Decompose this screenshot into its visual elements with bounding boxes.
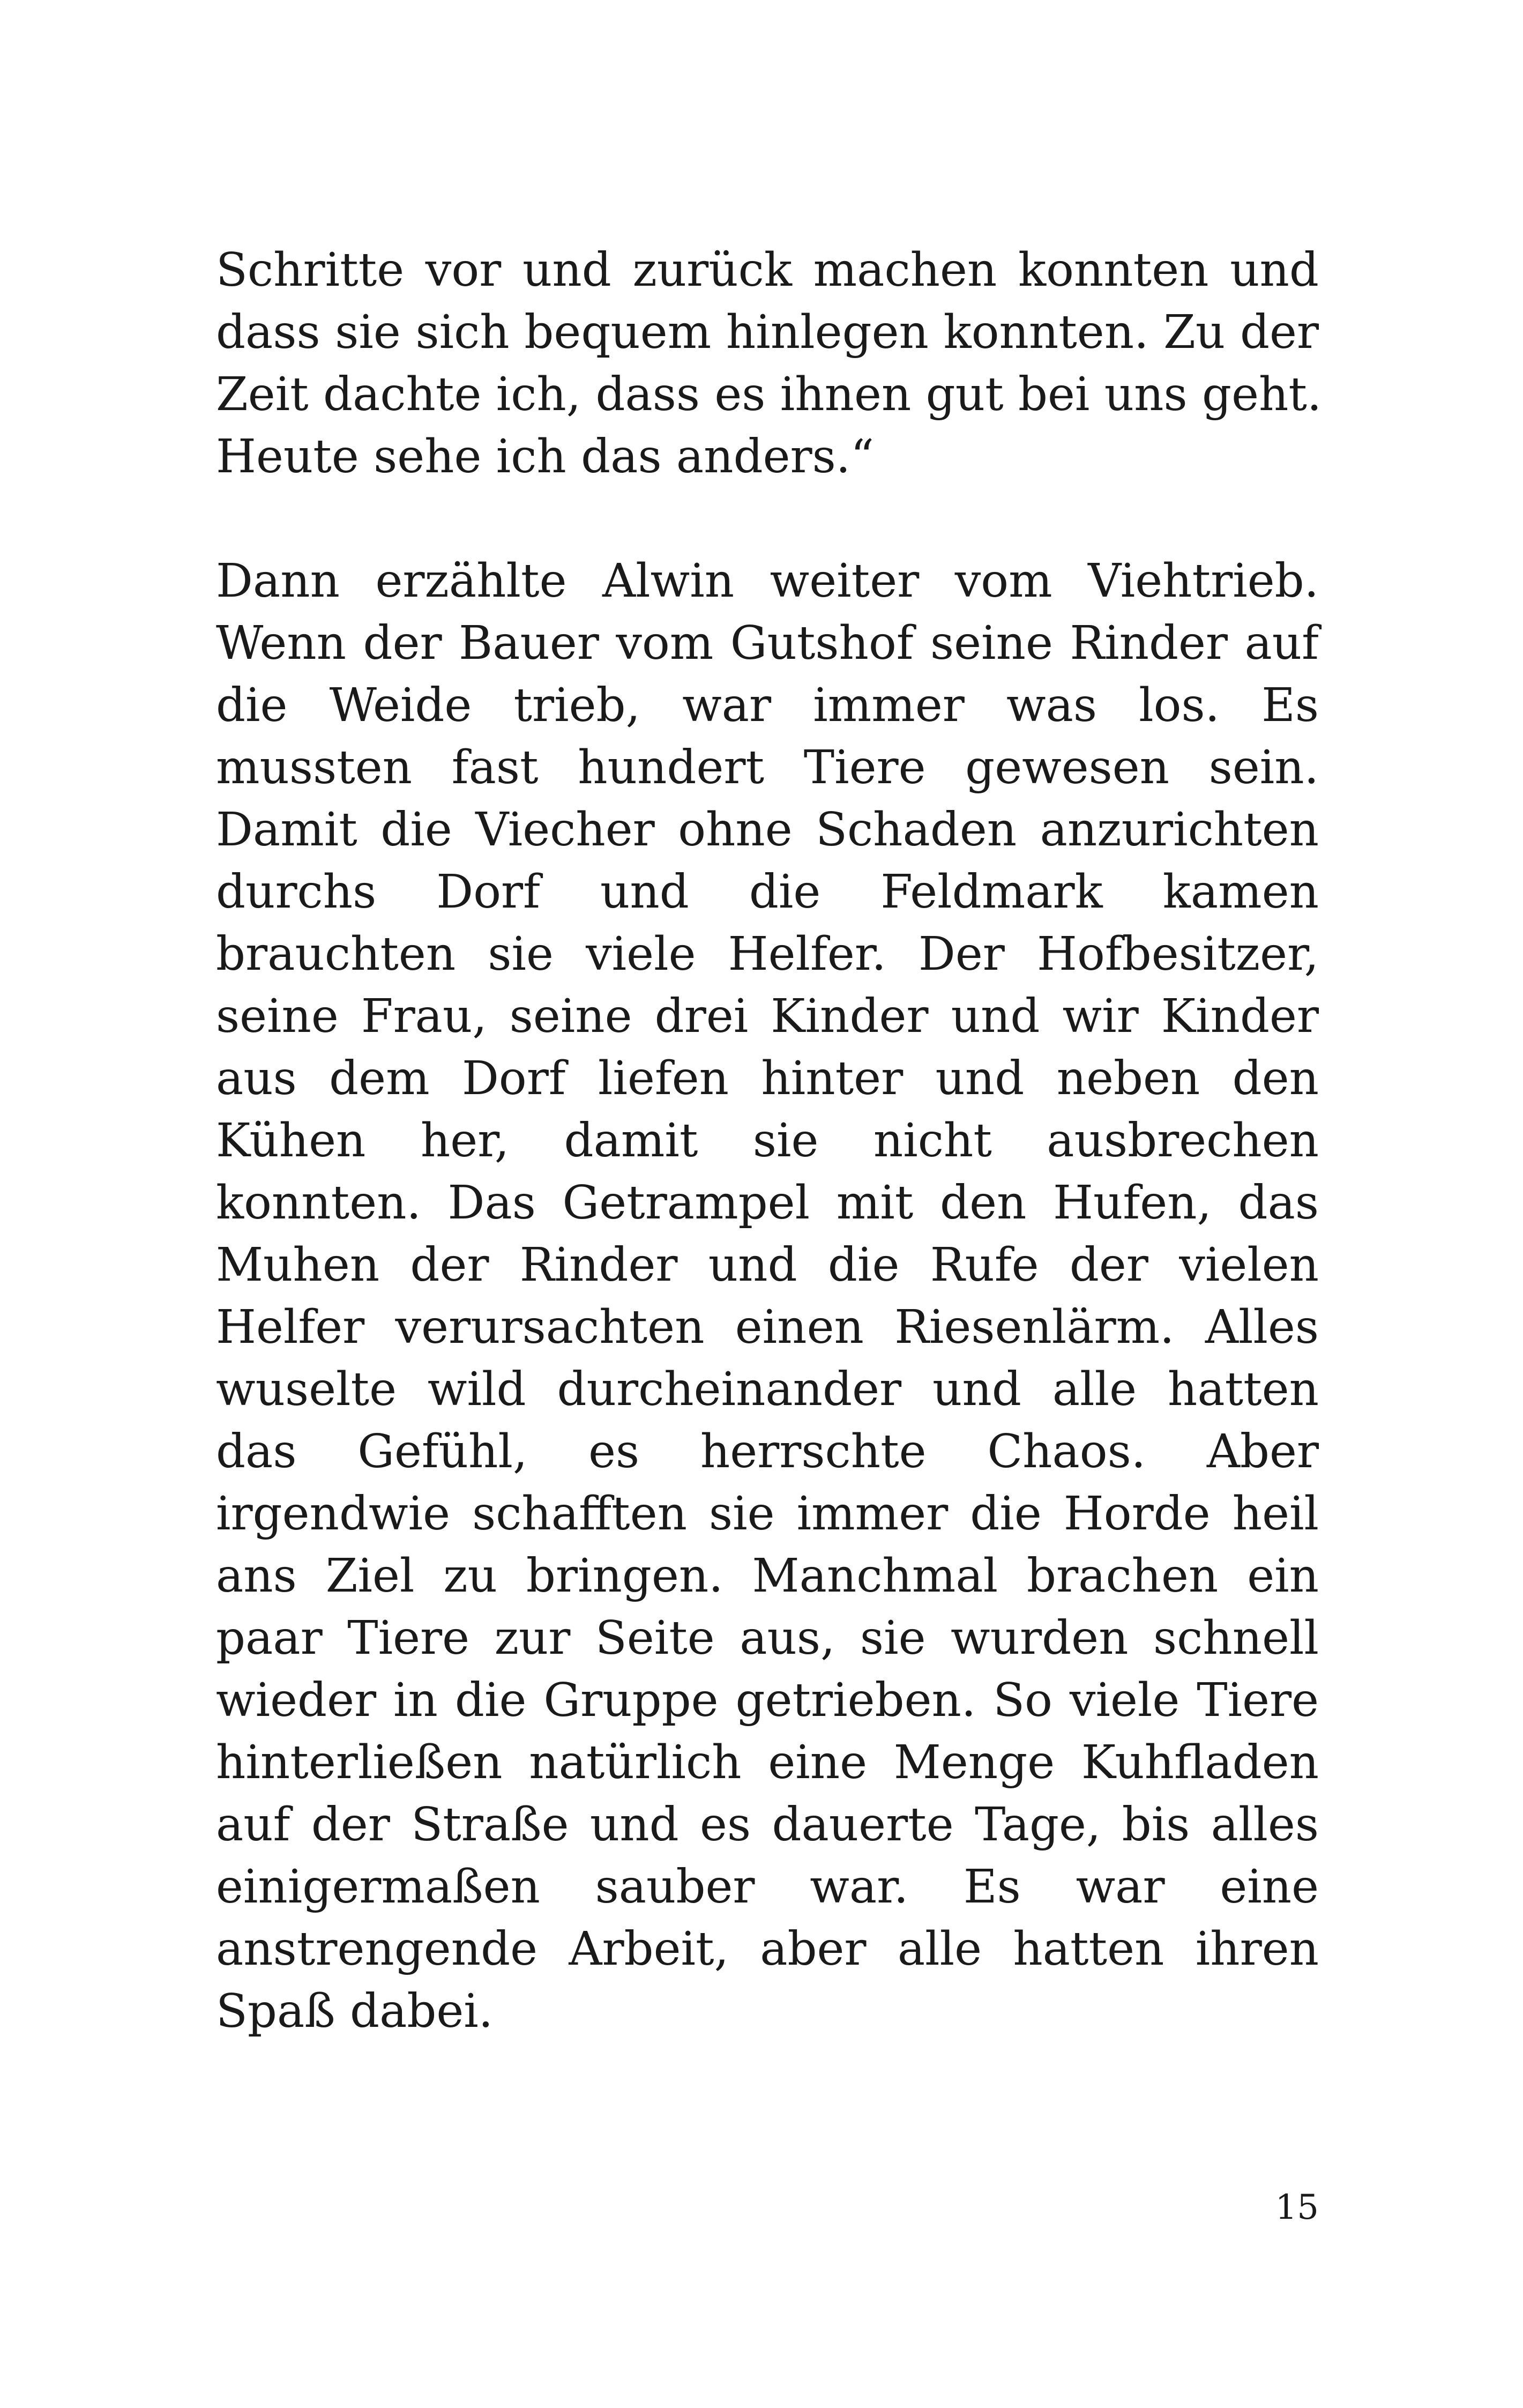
text-line: die Weide trieb, war immer was los. Es — [216, 679, 1319, 732]
text-line: irgendwie schafften sie immer die Horde heil — [216, 1487, 1319, 1541]
text-line: Schritte vor und zurück machen konnten und — [216, 243, 1319, 297]
text-line: das Gefühl, es herrschte Chaos. Aber — [216, 1425, 1319, 1478]
text-line: mussten fast hundert Tiere gewesen sein. — [216, 741, 1319, 794]
text-line: Muhen der Rinder und die Rufe der vielen — [216, 1238, 1319, 1292]
text-line: anstrengende Arbeit, aber alle hatten ihren — [216, 1922, 1319, 1976]
text-line: hinterließen natürlich eine Menge Kuhfladen — [216, 1736, 1319, 1789]
text-line: Heute sehe ich das anders.“ — [216, 430, 875, 484]
text-line: ans Ziel zu bringen. Manchmal brachen ein — [216, 1549, 1319, 1603]
paragraph-1 — [216, 239, 1322, 488]
text-line: Damit die Viecher ohne Schaden anzurichten — [216, 803, 1319, 857]
text-line: brauchten sie viele Helfer. Der Hofbesitzer, — [216, 927, 1319, 981]
text-line: Helfer verursachten einen Riesenlärm. Alles — [216, 1300, 1319, 1354]
text-line: Zeit dachte ich, dass es ihnen gut bei uns geht. — [216, 368, 1322, 421]
text-line: durchs Dorf und die Feldmark kamen — [216, 865, 1319, 919]
paragraph-2 — [216, 550, 1319, 2042]
text-line: wuselte wild durcheinander und alle hatten — [216, 1363, 1319, 1416]
page-number: 15 — [1275, 2188, 1319, 2227]
text-line: Dann erzählte Alwin weiter vom Viehtrieb. — [216, 554, 1319, 608]
text-line: dass sie sich bequem hinlegen konnten. Zu der — [216, 306, 1319, 359]
text-line: Spaß dabei. — [216, 1985, 494, 2038]
text-line: Kühen her, damit sie nicht ausbrechen — [216, 1114, 1319, 1168]
text-line: konnten. Das Getrampel mit den Hufen, das — [216, 1176, 1319, 1230]
text-line: paar Tiere zur Seite aus, sie wurden schnell — [216, 1611, 1319, 1665]
text-line: Wenn der Bauer vom Gutshof seine Rinder auf — [216, 616, 1319, 670]
text-line: einigermaßen sauber war. Es war eine — [216, 1860, 1319, 1914]
text-line: auf der Straße und es dauerte Tage, bis alles — [216, 1798, 1319, 1852]
text-line: seine Frau, seine drei Kinder und wir Kinder — [216, 990, 1319, 1043]
text-line: aus dem Dorf liefen hinter und neben den — [216, 1052, 1319, 1105]
text-line: wieder in die Gruppe getrieben. So viele Tiere — [216, 1674, 1319, 1727]
